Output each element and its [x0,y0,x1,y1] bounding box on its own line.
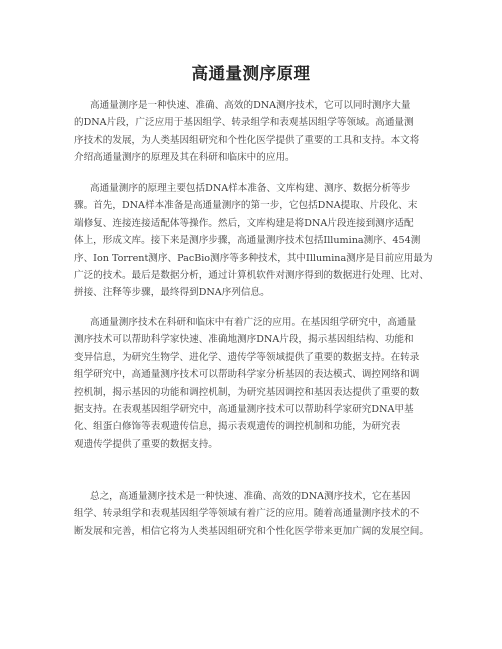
text-line: 高通量测序技术在科研和临床中有着广泛的应用。在基因组学研究中，高通量 [90,317,417,328]
text-line: 总之，高通量测序技术是一种快速、准确、高效的DNA测序技术，它在基因 [90,491,411,502]
paragraph-applications [74,314,419,453]
text-line: 序、Ion Torrent测序、PacBio测序等多种技术，其中Illumina测序是目前应用最为 [74,252,433,264]
text-line: 序技术的发展，为人类基因组研究和个性化医学提供了重要的工具和支持。本文将 [74,134,420,146]
text-line: 体上，形成文库。接下来是测序步骤，高通量测序技术包括Illumina测序、454测 [74,235,421,247]
paragraph-principle [74,180,433,302]
text-line: 化、组蛋白修饰等表观遗传信息，揭示表观遗传的调控机制和功能，为研究表 [74,421,401,433]
text-line: 据支持。在表观基因组学研究中，高通量测序技术可以帮助科学家研究DNA甲基 [74,404,414,416]
text-line: 端修复、连接连接适配体等操作。然后，文库构建是将DNA片段连接到测序适配 [74,217,414,229]
text-line: 测序技术可以帮助科学家快速、准确地测序DNA片段，揭示基因组结构、功能和 [74,334,414,346]
text-line: 广泛的技术。最后是数据分析，通过计算机软件对测序得到的数据进行处理、比对、 [74,270,429,282]
text-line: 断发展和完善，相信它将为人类基因组研究和个性化医学带来更加广阔的发展空间。 [74,525,429,537]
text-line: 的DNA片段，广泛应用于基因组学、转录组学和表观基因组学等领域。高通量测 [74,117,414,129]
paragraph-conclusion [74,488,429,540]
text-line: 控机制，揭示基因的功能和调控机制，为研究基因调控和基因表达提供了重要的数 [74,386,420,398]
text-line: 变异信息，为研究生物学、进化学、遗传学等领域提供了重要的数据支持。在转录 [74,351,420,363]
text-line: 介绍高通量测序的原理及其在科研和临床中的应用。 [74,152,295,164]
text-line: 高通量测序是一种快速、准确、高效的DNA测序技术，它可以同时测序大量 [90,100,411,111]
paragraph-intro [74,97,419,167]
text-line: 观遗传学提供了重要的数据支持。 [74,438,218,450]
document-title: 高通量测序原理 [191,64,311,83]
text-line: 拼接、注释等步骤，最终得到DNA序列信息。 [74,287,270,299]
text-line: 高通量测序的原理主要包括DNA样本准备、文库构建、测序、数据分析等步 [90,183,411,194]
text-line: 组学、转录组学和表观基因组学等领域有着广泛的应用。随着高通量测序技术的不 [74,508,420,520]
text-line: 组学研究中，高通量测序技术可以帮助科学家分析基因的表达模式、调控网络和调 [74,369,420,381]
text-line: 骤。首先，DNA样本准备是高通量测序的第一步，它包括DNA提取、片段化、末 [74,200,418,212]
